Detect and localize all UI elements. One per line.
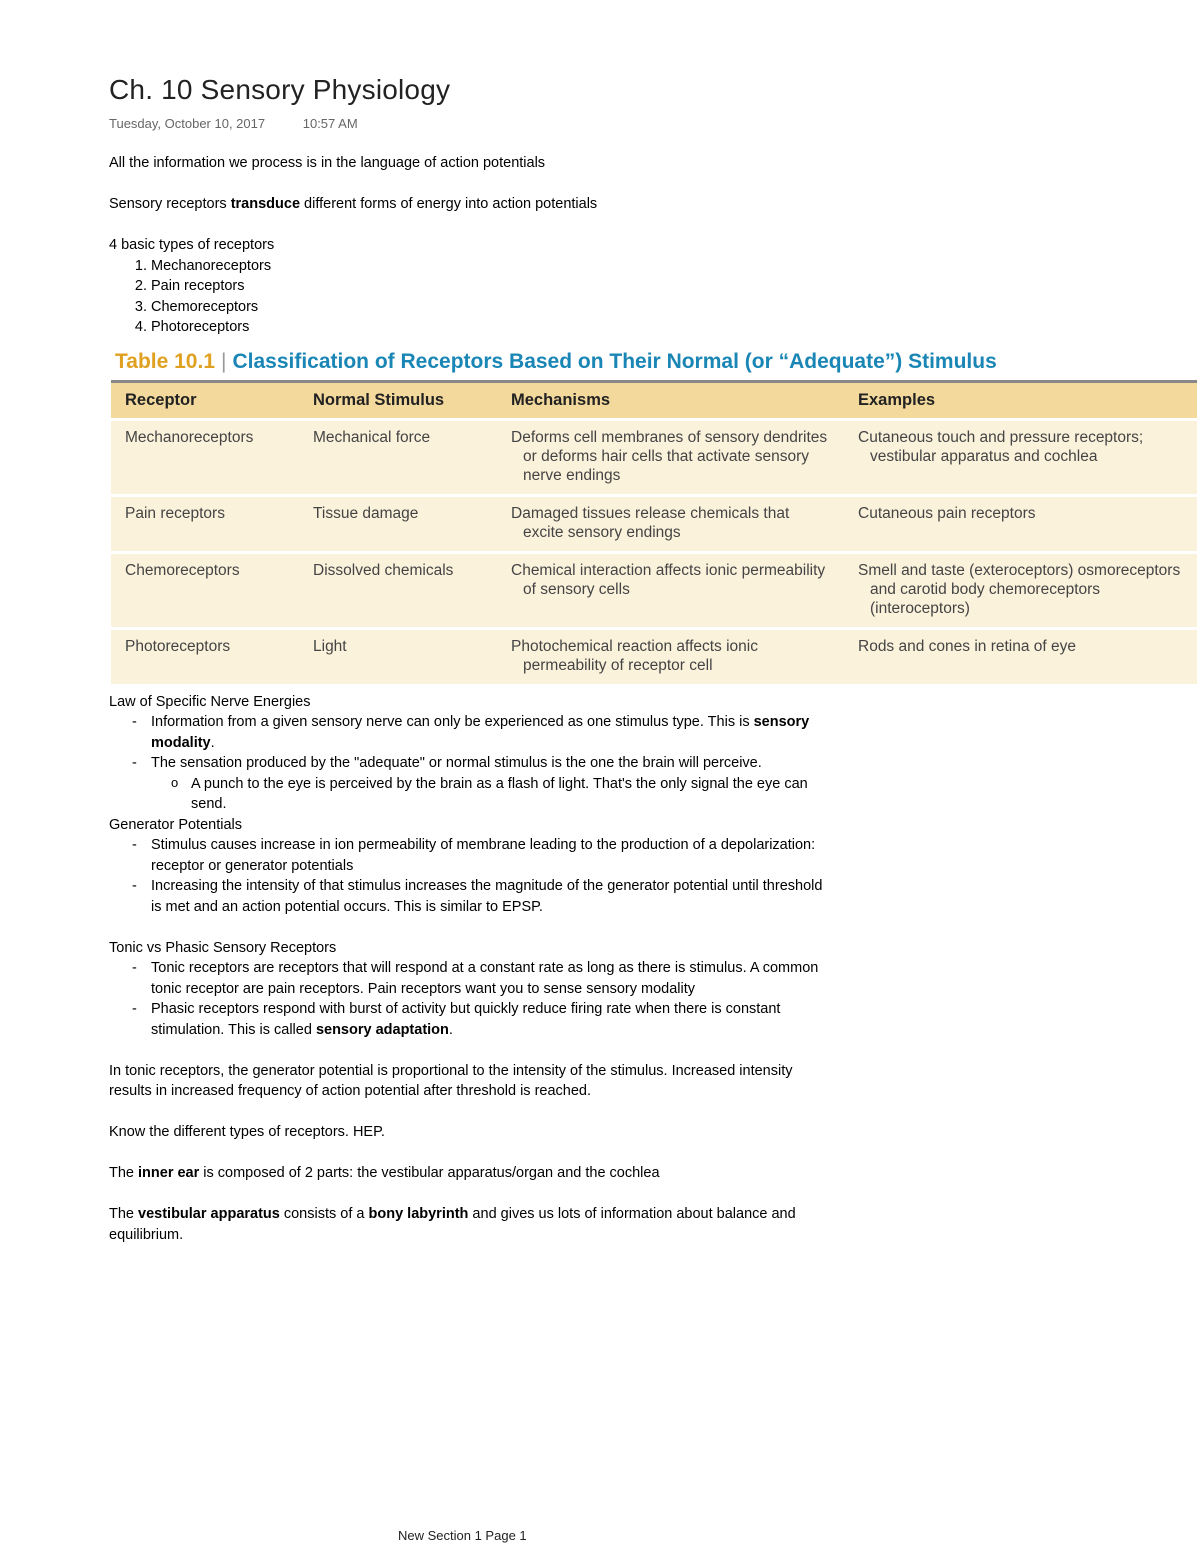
receptor-types-list bbox=[109, 256, 829, 338]
vestibular-line: The vestibular apparatus consists of a bony labyrinth and gives us lots of information about balance and equilibrium. bbox=[109, 1206, 796, 1243]
note-body bbox=[109, 153, 1181, 1245]
bold-term: transduce bbox=[230, 196, 301, 212]
know-line: Know the different types of receptors. HEP. bbox=[109, 1124, 385, 1140]
table-cell: Photochemical reaction affects ionic permeability of receptor cell bbox=[497, 628, 844, 684]
tonic-bullets bbox=[109, 958, 829, 1040]
generator-heading: Generator Potentials bbox=[109, 816, 242, 833]
table-cell: Pain receptors bbox=[111, 495, 299, 552]
page-footer: New Section 1 Page 1 bbox=[398, 1528, 527, 1543]
bold-term: vestibular apparatus bbox=[138, 1206, 280, 1222]
table-cell: Photoreceptors bbox=[111, 628, 299, 684]
list-item: - Increasing the intensity of that stimulus increases the magnitude of the generator potential until threshold is met and an action potential occurs. This is similar to EPSP. bbox=[109, 876, 829, 917]
bold-term: bony labyrinth bbox=[368, 1206, 469, 1222]
list-item: 3. Chemoreceptors bbox=[151, 297, 829, 318]
page-date: Tuesday, October 10, 2017 bbox=[109, 116, 266, 131]
table-caption bbox=[111, 348, 1197, 381]
table-cell: Cutaneous touch and pressure receptors; vestibular apparatus and cochlea bbox=[844, 419, 1197, 495]
page-title: Ch. 10 Sensory Physiology bbox=[109, 74, 451, 105]
table-cell: Cutaneous pain receptors bbox=[844, 495, 1197, 552]
list-item: - Stimulus causes increase in ion permeability of membrane leading to the production of a depolarization: receptor or generator potentials bbox=[109, 835, 829, 876]
table-cell: Smell and taste (exteroceptors) osmoreceptors and carotid body chemoreceptors (interoceptors) bbox=[844, 552, 1197, 628]
column-header: Mechanisms bbox=[497, 382, 844, 420]
list-item: - Information from a given sensory nerve can only be experienced as one stimulus type. This is sensory modality. bbox=[109, 712, 829, 753]
list-item: - Phasic receptors respond with burst of activity but quickly reduce firing rate when there is constant stimulation. This is called sensory adaptation. bbox=[109, 999, 829, 1040]
list-item: 2. Pain receptors bbox=[151, 276, 829, 297]
table-title: Classification of Receptors Based on Their Normal (or “Adequate”) Stimulus bbox=[232, 349, 997, 373]
bold-term: sensory adaptation bbox=[315, 1021, 449, 1038]
table-row bbox=[111, 419, 1197, 495]
page-metadata bbox=[109, 116, 358, 131]
law-heading: Law of Specific Nerve Energies bbox=[109, 693, 311, 710]
list-item: 4. Photoreceptors bbox=[151, 317, 829, 338]
receptor-table bbox=[111, 380, 1197, 684]
list-item: - The sensation produced by the "adequate" or normal stimulus is the one the brain will perceive. o A punch to the eye is perceived by the brain as a flash of light. That's the only signal the eye can send. bbox=[109, 753, 829, 815]
table-row bbox=[111, 495, 1197, 552]
intro-line: All the information we process is in the language of action potentials bbox=[109, 155, 546, 171]
table-cell: Mechanical force bbox=[299, 419, 497, 495]
table-number: Table 10.1 bbox=[115, 349, 215, 373]
table-cell: Tissue damage bbox=[299, 495, 497, 552]
column-header: Receptor bbox=[111, 382, 299, 420]
sub-bullets bbox=[151, 774, 829, 815]
table-cell: Damaged tissues release chemicals that excite sensory endings bbox=[497, 495, 844, 552]
table-cell: Rods and cones in retina of eye bbox=[844, 628, 1197, 684]
tonic-heading: Tonic vs Phasic Sensory Receptors bbox=[109, 939, 337, 956]
table-cell: Deforms cell membranes of sensory dendrites or deforms hair cells that activate sensory nerve endings bbox=[497, 419, 844, 495]
list-item: o A punch to the eye is perceived by the brain as a flash of light. That's the only signal the eye can send. bbox=[151, 774, 829, 815]
table-cell: Chemoreceptors bbox=[111, 552, 299, 628]
inner-ear-line: The inner ear is composed of 2 parts: the vestibular apparatus/organ and the cochlea bbox=[109, 1165, 660, 1181]
bold-term: inner ear bbox=[138, 1165, 200, 1181]
generator-bullets bbox=[109, 835, 829, 917]
table-cell: Mechanoreceptors bbox=[111, 419, 299, 495]
receptor-types-heading: 4 basic types of receptors bbox=[109, 237, 275, 253]
column-header: Examples bbox=[844, 382, 1197, 420]
receptor-classification-table-figure bbox=[111, 348, 1197, 684]
table-cell: Dissolved chemicals bbox=[299, 552, 497, 628]
tonic-paragraph: In tonic receptors, the generator potential is proportional to the intensity of the stimulus. Increased intensity results in increased frequency of action potential after threshold is reached. bbox=[109, 1062, 793, 1099]
table-row bbox=[111, 552, 1197, 628]
table-row bbox=[111, 628, 1197, 684]
table-cell: Light bbox=[299, 628, 497, 684]
table-header-row bbox=[111, 382, 1197, 420]
table-cell: Chemical interaction affects ionic permeability of sensory cells bbox=[497, 552, 844, 628]
bold-term: sensory modality bbox=[151, 714, 810, 751]
column-header: Normal Stimulus bbox=[299, 382, 497, 420]
list-item: - Tonic receptors are receptors that will respond at a constant rate as long as there is stimulus. A common tonic receptor are pain receptors. Pain receptors want you to sense sensory modality bbox=[109, 958, 829, 999]
list-item: 1. Mechanoreceptors bbox=[151, 256, 829, 277]
page-time: 10:57 AM bbox=[302, 116, 358, 131]
caption-separator: | bbox=[221, 349, 227, 373]
law-bullets bbox=[109, 712, 829, 815]
transduce-line: Sensory receptors transduce different forms of energy into action potentials bbox=[109, 196, 598, 212]
